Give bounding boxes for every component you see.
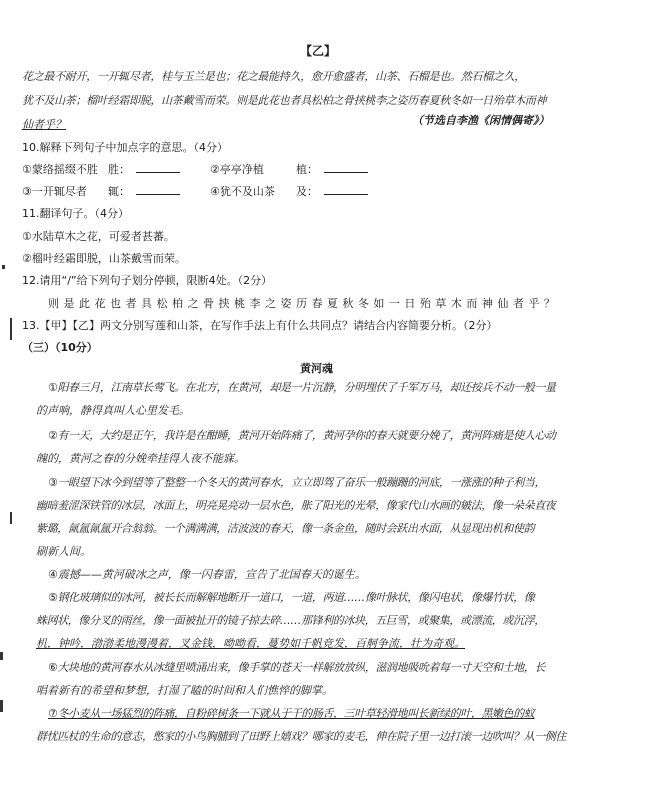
margin-mark (2, 265, 5, 269)
passage-b-heading: 【乙】 (300, 44, 337, 58)
article-paragraph: 紫璐，氤氲氤氲开合翁翁。一个满满满，洁波波的春天，像一条金鱼，随时会跃出水面，从显现出机和使韵 (36, 522, 535, 535)
article-paragraph: 刷新人间。 (36, 545, 91, 558)
answer-blank[interactable] (136, 184, 180, 195)
article-paragraph: 唱着新有的希望和梦想，打湿了瞌的时间和人们憔悴的脚掌。 (36, 684, 333, 697)
question-12-stem: 12.请用“/”给下列句子划分停顿，限断4处。（2分） (22, 274, 273, 287)
question-10-item-label: 辄： (108, 184, 180, 200)
passage-b-source: （节选自李渔《闲情偶寄》） (412, 114, 550, 127)
question-11-stem: 11.翻译句子。（4分） (22, 207, 129, 220)
article-paragraph: 幽暗羞涩深铁管的冰层，冰面上，明亮晃亮动一层水色，胀了阳光的光晕，像家代山水画的皴法，像一朵朵直夜 (36, 499, 556, 512)
answer-blank[interactable] (324, 162, 368, 173)
question-11-item: ①水陆草木之花，可爱者甚蕃。 (22, 230, 175, 243)
margin-mark (10, 318, 12, 340)
answer-blank[interactable] (136, 162, 180, 173)
passage-b-line-2: 犹不及山茶；榴叶经霜即脱，山茶戴雪而荣。则是此花也者具松柏之骨挟桃李之姿历春夏秋冬如一日殆草木而神 (22, 94, 547, 107)
section-3-heading: （三）（10分） (22, 341, 98, 354)
article-paragraph: ④震撼——黄河破冰之声，像一闪春雷，宣告了北国春天的诞生。 (48, 568, 366, 581)
article-paragraph: ②有一天，大约是正午，我许是在酣睡，黄河开始阵痛了，黄河孕你的春天就要分娩了，黄河阵痛是使人心动 (48, 429, 556, 442)
question-10-item: ③一开辄尽者 (22, 185, 87, 198)
margin-mark (10, 512, 12, 524)
passage-b-line-1: 花之最不耐开，一开辄尽者，桂与玉兰是也；花之最能持久，愈开愈盛者，山茶、石榴是也。然石榴之久， (22, 70, 525, 83)
article-paragraph: 的声响，静得真叫人心里发毛。 (36, 404, 190, 417)
passage-b-line-3: 仙者乎？ (22, 118, 66, 131)
question-10-stem: 10.解释下列句子中加点字的意思。（4分） (22, 141, 228, 154)
article-title: 黄河魂 (300, 362, 333, 375)
article-paragraph: ①阳春三月，江南草长莺飞。在北方，在黄河，却是一片沉静，分明埋伏了千军万马，却还按兵不动一般一量 (48, 381, 556, 394)
margin-mark (0, 652, 3, 660)
article-paragraph: 机，钟吟，渤渤柔地漫漫着，叉金钱，呦呦看，蔓势如千帆竞发，百舸争流，壮为奇观。 (36, 637, 465, 650)
article-paragraph: 群忧匹杖的生命的意志，憋家的小鸟胸脯到了田野上嬉戏？哪家的麦毛，伸在院子里一边打滚一边吹叫？从一侧住 (36, 730, 566, 743)
article-paragraph: ⑤钢化玻璃似的冰河，被长长而解解地断开一道口，一道，两道……像叶脉状，像闪电状，像爆竹状，像 (48, 591, 535, 604)
article-paragraph: ⑦冬小麦从一场猛烈的阵痛，自粉碎树条一下就从于干的肠舌，三叶草轻滑地叫长新绿的叶，黑嫩色的蚁 (48, 707, 535, 720)
question-12-sentence: 则 是 此 花 也 者 具 松 柏 之 骨 挟 桃 李 之 姿 历 春 夏 秋 冬 如 一 日 殆 草 木 而 神 仙 者 乎 ？ (48, 297, 556, 310)
article-paragraph: ③一眼望下冰今到望等了整整一个冬天的黄河春水，立立即驾了奋乐一般蹦跚的河底，一涨涨的种子利当， (48, 476, 546, 489)
question-11-item: ②榴叶经霜即脱，山茶戴雪而荣。 (22, 252, 186, 265)
question-10-item-label: 植： (296, 162, 368, 178)
question-10-item-label: 及： (296, 184, 368, 200)
question-10-item: ①蒙络摇缀不胜 (22, 163, 98, 176)
answer-blank[interactable] (324, 184, 368, 195)
question-13-stem: 13.【甲】【乙】两文分别写莲和山茶，在写作手法上有什么共同点？请结合内容简要分析。（2分） (22, 319, 498, 332)
article-paragraph: 魄的，黄河之春的分娩牵挂得人夜不能寐。 (36, 452, 245, 465)
article-paragraph: 蛛网状，像分叉的雨丝，像一面被扯开的镜子掠去碎……那锋利的冰块，五巨雪，或聚集，或漂流，或沉浮， (36, 614, 545, 627)
question-10-item-label: 胜： (108, 162, 180, 178)
article-paragraph: ⑥大块地的黄河春水从冰缝里喷涌出来，像手掌的苍天一样解放放纵，滋润地吸吮着每一寸天空和土地，长 (48, 661, 546, 674)
question-10-item: ④犹不及山茶 (210, 185, 275, 198)
question-10-item: ②亭亭净植 (210, 163, 264, 176)
margin-mark (0, 700, 3, 712)
